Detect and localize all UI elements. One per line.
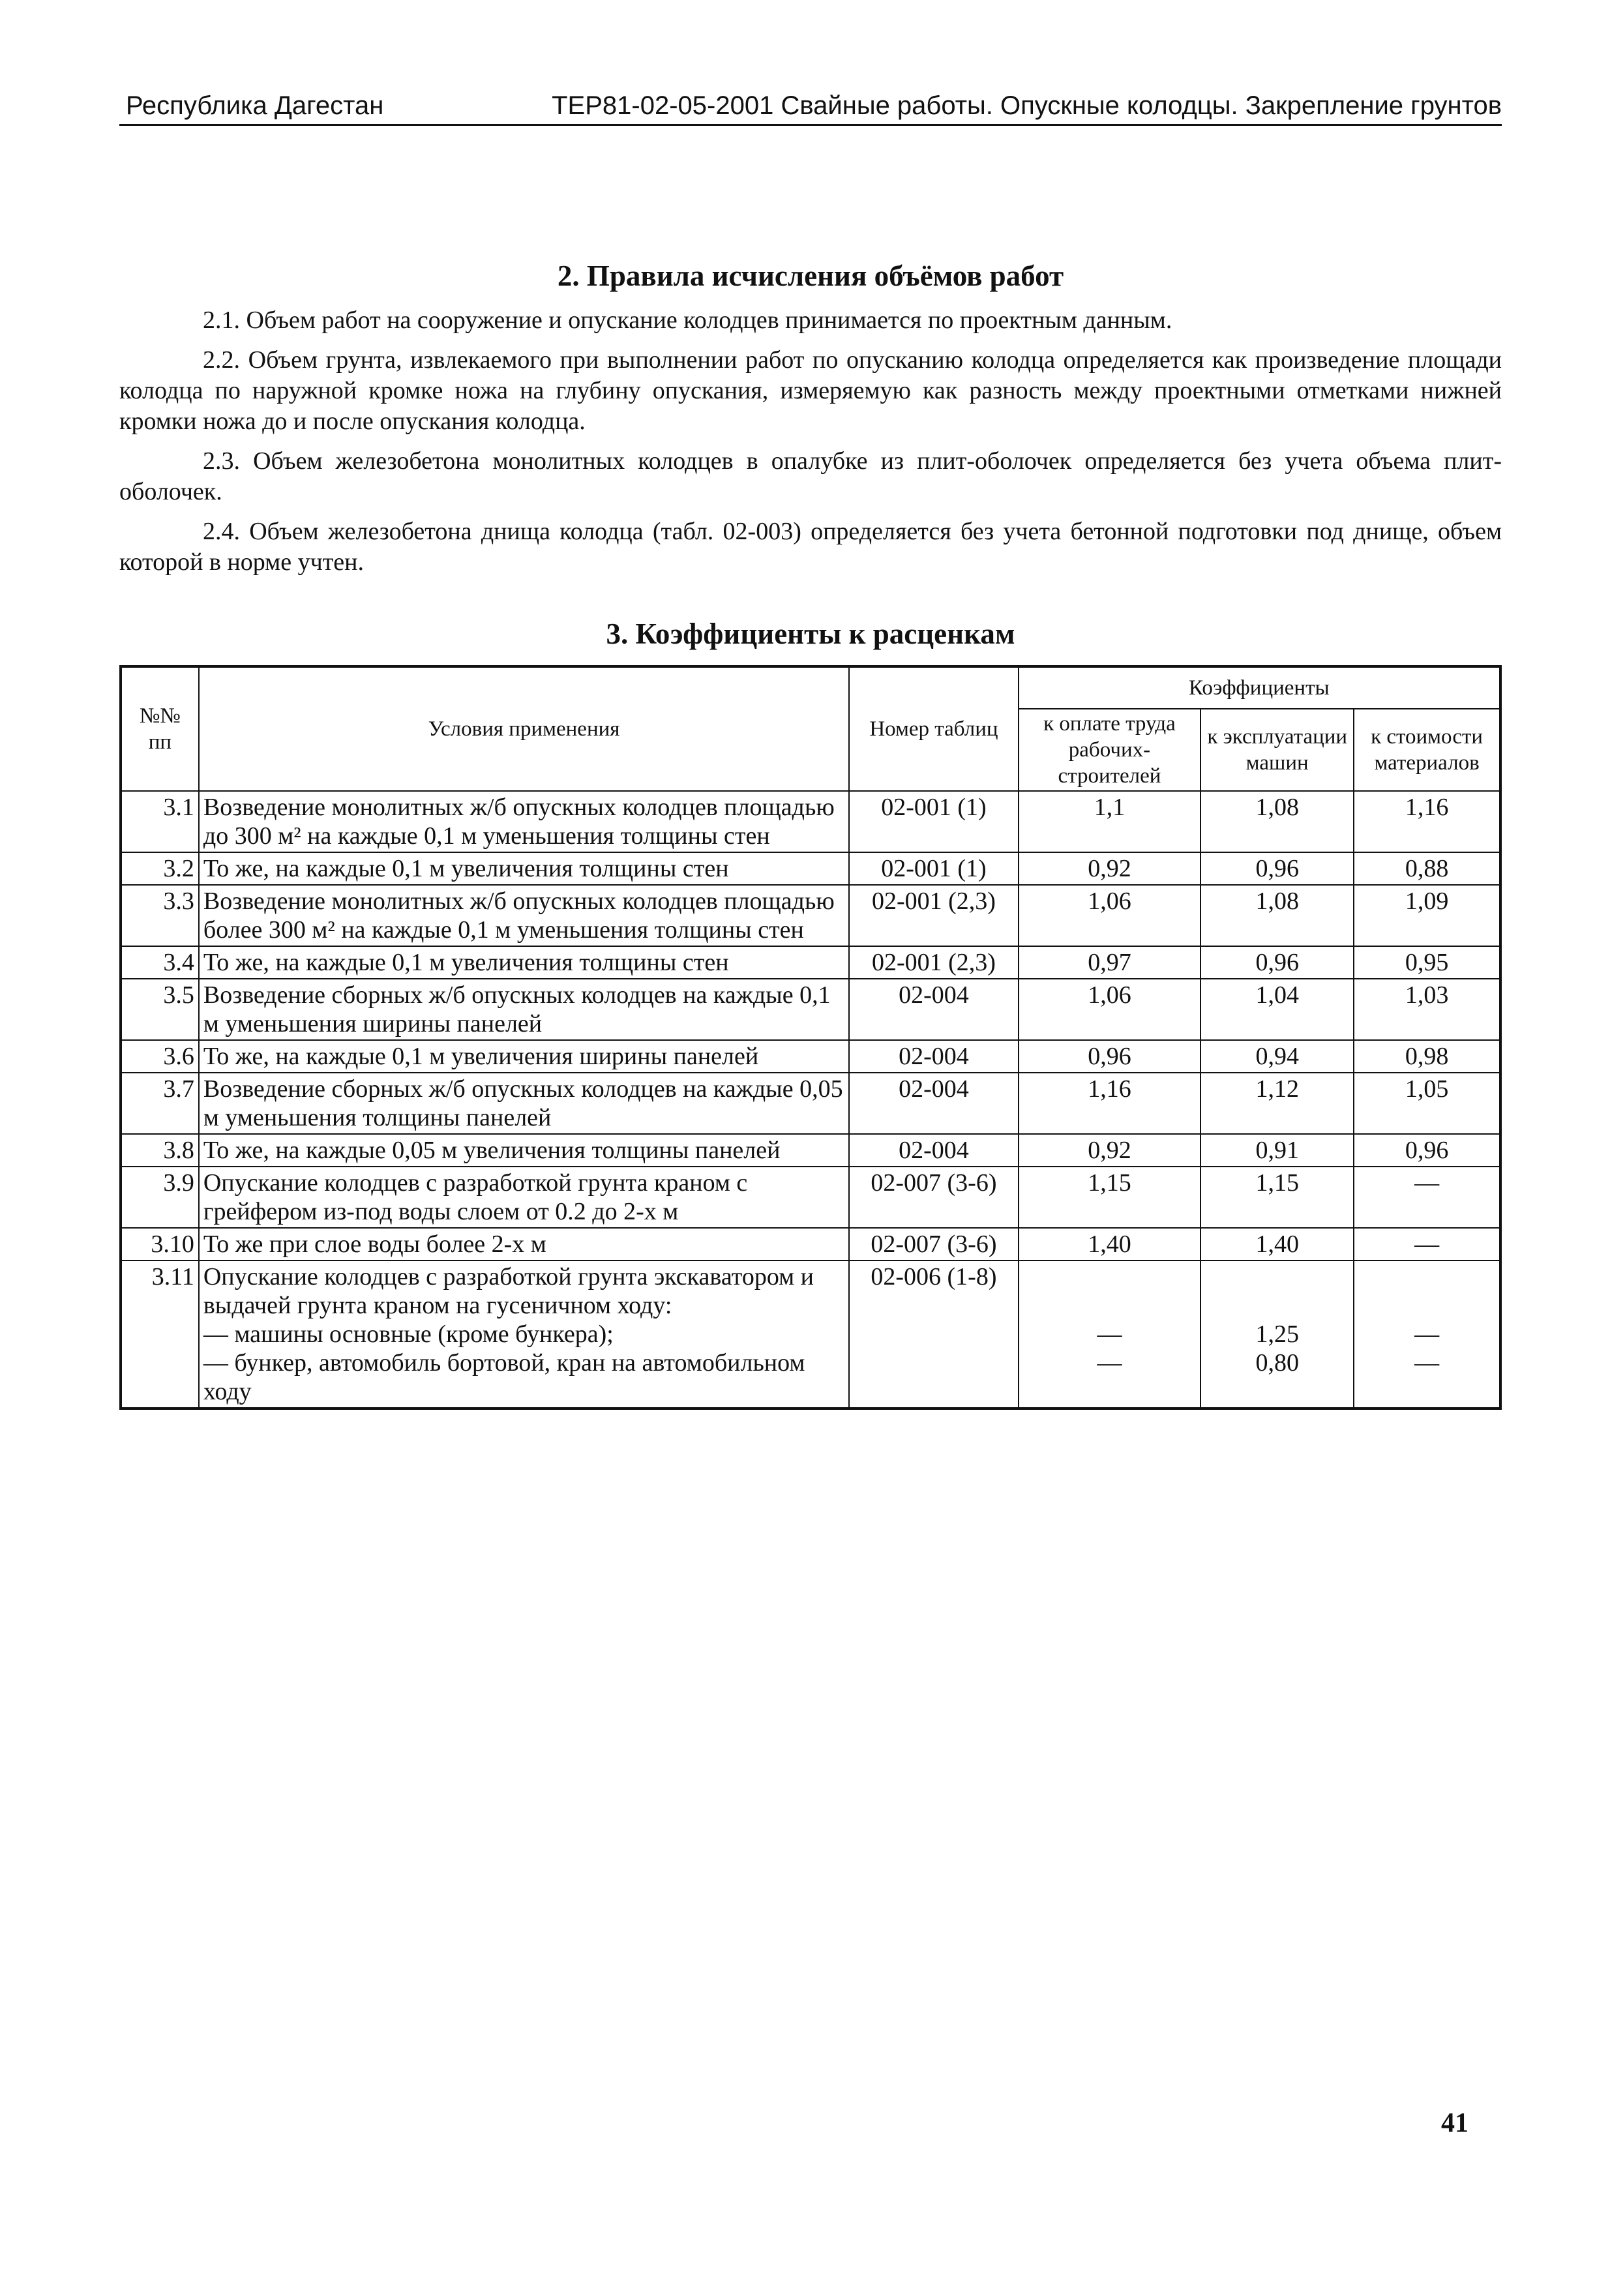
row-machines-coef: 1,08 xyxy=(1200,885,1354,946)
row-labor-coef: 1,06 xyxy=(1019,885,1201,946)
row-machines-coef: 1,08 xyxy=(1200,791,1354,852)
row-materials-coef: 0,98 xyxy=(1354,1040,1500,1073)
row-machines-coef: 0,94 xyxy=(1200,1040,1354,1073)
row-machines-coef: 0,96 xyxy=(1200,852,1354,885)
row-number: 3.1 xyxy=(121,791,199,852)
row-table-no: 02-001 (1) xyxy=(849,791,1018,852)
row-table-no: 02-004 xyxy=(849,1040,1018,1073)
row-conditions-item: — машины основные (кроме бункера); xyxy=(203,1320,614,1348)
row-conditions: Возведение сборных ж/б опускных колодцев на каждые 0,1 м уменьшения ширины панелей xyxy=(199,979,849,1040)
table-row xyxy=(121,885,1500,946)
header-num: №№ пп xyxy=(121,666,199,791)
row-materials-coef: — xyxy=(1354,1167,1500,1228)
row-materials-value: — xyxy=(1414,1349,1440,1377)
page-number: 41 xyxy=(1441,2108,1468,2138)
spacer xyxy=(1023,1262,1197,1291)
row-number: 3.11 xyxy=(121,1260,199,1409)
row-number: 3.10 xyxy=(121,1228,199,1260)
header-region: Республика Дагестан xyxy=(126,91,384,120)
table-row xyxy=(121,852,1500,885)
row-labor-value: — xyxy=(1097,1320,1122,1348)
row-conditions: Опускание колодцев с разработкой грунта краном с грейфером из-под воды слоем от 0.2 до 2-х м xyxy=(199,1167,849,1228)
row-machines-coef: 1,15 xyxy=(1200,1167,1354,1228)
row-machines-value: 0,80 xyxy=(1255,1349,1299,1377)
row-conditions: Возведение монолитных ж/б опускных колодцев площадью до 300 м² на каждые 0,1 м уменьшения толщины стен xyxy=(199,791,849,852)
coefficients-table-body xyxy=(121,791,1500,1409)
table-row xyxy=(121,1228,1500,1260)
row-number: 3.7 xyxy=(121,1073,199,1134)
row-number: 3.8 xyxy=(121,1134,199,1167)
row-table-no: 02-007 (3-6) xyxy=(849,1167,1018,1228)
row-materials-coef: 0,96 xyxy=(1354,1134,1500,1167)
table-row xyxy=(121,1073,1500,1134)
row-labor-coef xyxy=(1019,1260,1201,1409)
row-table-no: 02-001 (1) xyxy=(849,852,1018,885)
header-materials: к стоимости материалов xyxy=(1354,709,1500,791)
table-row xyxy=(121,979,1500,1040)
section-2-title: 2. Правила исчисления объёмов работ xyxy=(557,260,1064,292)
row-machines-coef: 0,91 xyxy=(1200,1134,1354,1167)
row-materials-value: — xyxy=(1414,1320,1440,1348)
header-conditions: Условия применения xyxy=(199,666,849,791)
row-materials-coef xyxy=(1354,1260,1500,1409)
table-row xyxy=(121,946,1500,979)
table-row xyxy=(121,1260,1500,1409)
row-materials-coef: 1,05 xyxy=(1354,1073,1500,1134)
row-labor-coef: 1,06 xyxy=(1019,979,1201,1040)
row-conditions: То же, на каждые 0,05 м увеличения толщины панелей xyxy=(199,1134,849,1167)
rule-paragraph: 2.2. Объем грунта, извлекаемого при выполнении работ по опусканию колодца определяется как произведение площади колодца по наружной кромке ножа на глубину опускания, измеряемую как разность между проектными отметками нижней кромки ножа до и после опускания колодца. xyxy=(119,346,1502,435)
row-materials-coef: 0,95 xyxy=(1354,946,1500,979)
table-row xyxy=(121,1167,1500,1228)
row-number: 3.9 xyxy=(121,1167,199,1228)
rule-paragraph: 2.1. Объем работ на сооружение и опускание колодцев принимается по проектным данным. xyxy=(203,306,1172,334)
row-table-no: 02-004 xyxy=(849,1073,1018,1134)
page-header xyxy=(119,90,1502,126)
spacer xyxy=(1358,1291,1495,1320)
header-coefficients: Коэффициенты xyxy=(1019,666,1500,709)
row-table-no: 02-004 xyxy=(849,979,1018,1040)
header-labor: к оплате труда рабочих-строителей xyxy=(1019,709,1201,791)
row-conditions-intro: Опускание колодцев с разработкой грунта экскаватором и выдачей грунта краном на гусеничном ходу: xyxy=(203,1263,814,1319)
table-row xyxy=(121,791,1500,852)
row-number: 3.2 xyxy=(121,852,199,885)
row-table-no: 02-001 (2,3) xyxy=(849,885,1018,946)
row-conditions: Возведение сборных ж/б опускных колодцев на каждые 0,05 м уменьшения толщины панелей xyxy=(199,1073,849,1134)
row-machines-coef: 0,96 xyxy=(1200,946,1354,979)
rule-paragraph: 2.3. Объем железобетона монолитных колодцев в опалубке из плит-оболочек определяется без учета объема плит-оболочек. xyxy=(119,447,1502,505)
row-conditions-item: — бункер, автомобиль бортовой, кран на автомобильном ходу xyxy=(203,1349,805,1405)
row-labor-value: — xyxy=(1097,1349,1122,1377)
row-number: 3.3 xyxy=(121,885,199,946)
section-3-title: 3. Коэффициенты к расценкам xyxy=(606,618,1015,650)
row-conditions: Возведение монолитных ж/б опускных колодцев площадью более 300 м² на каждые 0,1 м уменьшения толщины стен xyxy=(199,885,849,946)
row-materials-coef: 1,03 xyxy=(1354,979,1500,1040)
row-labor-coef: 0,92 xyxy=(1019,852,1201,885)
coefficients-table xyxy=(119,665,1502,1410)
row-labor-coef: 1,15 xyxy=(1019,1167,1201,1228)
spacer xyxy=(1205,1262,1349,1291)
row-machines-coef xyxy=(1200,1260,1354,1409)
spacer xyxy=(1358,1262,1495,1291)
row-number: 3.4 xyxy=(121,946,199,979)
row-number: 3.5 xyxy=(121,979,199,1040)
row-labor-coef: 0,96 xyxy=(1019,1040,1201,1073)
row-machines-coef: 1,04 xyxy=(1200,979,1354,1040)
row-labor-coef: 0,92 xyxy=(1019,1134,1201,1167)
row-table-no: 02-001 (2,3) xyxy=(849,946,1018,979)
row-conditions: То же, на каждые 0,1 м увеличения толщины стен xyxy=(199,852,849,885)
spacer xyxy=(1205,1291,1349,1320)
row-table-no: 02-007 (3-6) xyxy=(849,1228,1018,1260)
row-labor-coef: 1,16 xyxy=(1019,1073,1201,1134)
row-conditions: То же, на каждые 0,1 м увеличения ширины панелей xyxy=(199,1040,849,1073)
row-materials-coef: 0,88 xyxy=(1354,852,1500,885)
row-table-no: 02-006 (1-8) xyxy=(849,1260,1018,1409)
spacer xyxy=(1023,1291,1197,1320)
table-row xyxy=(121,1134,1500,1167)
row-machines-coef: 1,12 xyxy=(1200,1073,1354,1134)
header-document-title: ТЕР81-02-05-2001 Свайные работы. Опускные колодцы. Закрепление грунтов xyxy=(552,91,1502,120)
row-labor-coef: 1,1 xyxy=(1019,791,1201,852)
row-machines-value: 1,25 xyxy=(1255,1320,1299,1348)
row-conditions xyxy=(199,1260,849,1409)
table-row xyxy=(121,1040,1500,1073)
header-table-no: Номер таблиц xyxy=(849,666,1018,791)
row-machines-coef: 1,40 xyxy=(1200,1228,1354,1260)
row-conditions: То же при слое воды более 2-х м xyxy=(199,1228,849,1260)
row-materials-coef: 1,09 xyxy=(1354,885,1500,946)
row-labor-coef: 0,97 xyxy=(1019,946,1201,979)
rule-paragraph: 2.4. Объем железобетона днища колодца (табл. 02-003) определяется без учета бетонной подготовки под днище, объем которой в норме учтен. xyxy=(119,518,1502,576)
row-materials-coef: 1,16 xyxy=(1354,791,1500,852)
row-materials-coef: — xyxy=(1354,1228,1500,1260)
rules-text xyxy=(119,305,1502,587)
row-table-no: 02-004 xyxy=(849,1134,1018,1167)
header-machines: к эксплуатации машин xyxy=(1200,709,1354,791)
row-conditions: То же, на каждые 0,1 м увеличения толщины стен xyxy=(199,946,849,979)
row-labor-coef: 1,40 xyxy=(1019,1228,1201,1260)
row-number: 3.6 xyxy=(121,1040,199,1073)
